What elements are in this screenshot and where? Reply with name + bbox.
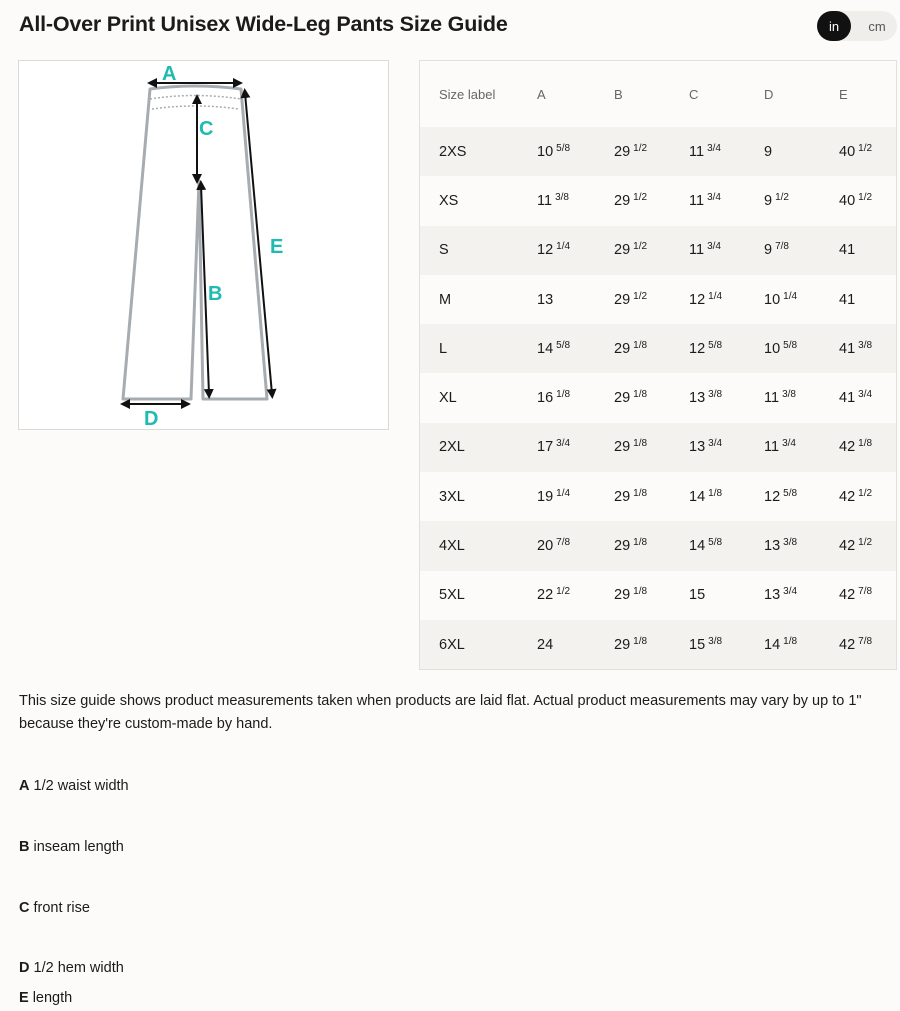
cell-whole: 41: [839, 291, 856, 308]
legend-text: 1/2 hem width: [33, 960, 124, 976]
cell-fraction: 1/2: [556, 586, 571, 598]
size-label-cell: [420, 341, 537, 357]
measurement-cell: [537, 489, 614, 505]
unit-toggle: [817, 11, 897, 41]
cell-fraction: 7/8: [858, 635, 873, 647]
cell-fraction: 3/8: [783, 537, 798, 549]
label-e: E: [270, 236, 284, 258]
cell-whole: 42: [839, 636, 856, 653]
cell-fraction: 1/8: [556, 389, 571, 401]
cell-whole: 29: [614, 192, 631, 209]
pants-illustration: [19, 61, 388, 429]
cell-whole: 29: [614, 636, 631, 653]
legend-letter: A: [19, 778, 30, 794]
cell-whole: 40: [839, 192, 856, 209]
cell-whole: 11: [764, 390, 780, 407]
cell-whole: 14: [689, 538, 706, 555]
legend-letter: E: [19, 990, 29, 1006]
cell-whole: 29: [614, 587, 631, 604]
cell-whole: 29: [614, 143, 631, 160]
cell-whole: 41: [839, 390, 856, 407]
measurement-cell: [614, 637, 689, 653]
cell-whole: 12: [689, 291, 706, 308]
cell-whole: 41: [839, 340, 856, 357]
measurement-cell: [614, 390, 689, 406]
measurement-cell: [537, 292, 614, 308]
cell-whole: S: [439, 242, 449, 259]
cell-whole: 12: [537, 242, 554, 259]
size-label-cell: [420, 390, 537, 406]
measurement-cell: [689, 439, 764, 455]
measurement-cell: [537, 439, 614, 455]
cell-fraction: 1/4: [556, 487, 571, 499]
table-row: [420, 571, 896, 620]
cell-fraction: 5/8: [556, 339, 571, 351]
cell-fraction: 3/4: [556, 438, 571, 450]
measurement-cell: [839, 587, 896, 603]
cell-whole: 11: [537, 192, 553, 209]
measurement-cell: [764, 637, 839, 653]
measurement-diagram: [18, 60, 389, 430]
table-body: [420, 127, 896, 669]
table-header: Size label: [439, 86, 496, 102]
cell-whole: 9: [764, 242, 773, 259]
cell-whole: 15: [689, 587, 706, 604]
cell-fraction: 3/4: [707, 241, 721, 253]
cell-fraction: 3/8: [555, 191, 569, 203]
size-label-cell: [420, 292, 537, 308]
measurement-cell: [764, 439, 839, 455]
cell-whole: 29: [614, 291, 631, 308]
legend-letter: C: [19, 900, 30, 916]
cell-whole: 13: [764, 538, 781, 555]
size-label-cell: [420, 193, 537, 209]
cell-fraction: 3/4: [707, 191, 721, 203]
measurement-cell: [614, 242, 689, 258]
size-label-cell: [420, 144, 537, 160]
cell-fraction: 1/8: [633, 635, 648, 647]
measurement-cell: [537, 538, 614, 554]
cell-whole: 16: [537, 390, 554, 407]
measurement-cell: [839, 439, 896, 455]
measurement-cell: [537, 341, 614, 357]
cell-whole: 14: [537, 340, 554, 357]
measurement-cell: [839, 341, 896, 357]
cell-fraction: 1/8: [858, 438, 873, 450]
measurement-cell: [764, 193, 839, 209]
table-header: B: [614, 86, 623, 102]
cell-whole: 14: [764, 636, 781, 653]
measurement-cell: [689, 538, 764, 554]
measurement-cell: [614, 341, 689, 357]
size-label-cell: [420, 538, 537, 554]
cell-fraction: 7/8: [556, 537, 571, 549]
measurement-cell: [537, 144, 614, 160]
size-label-cell: [420, 242, 537, 258]
measurement-cell: [537, 637, 614, 653]
cell-fraction: 1/4: [708, 290, 723, 302]
measurement-cell: [614, 193, 689, 209]
table-row: [420, 275, 896, 324]
unit-inch-button[interactable]: in: [817, 11, 851, 41]
legend-text: front rise: [33, 900, 90, 916]
table-row: [420, 176, 896, 225]
cell-fraction: 5/8: [783, 339, 798, 351]
cell-fraction: 1/2: [858, 191, 873, 203]
legend-item-d: [19, 958, 124, 978]
cell-fraction: 1/8: [633, 537, 648, 549]
cell-whole: 11: [689, 192, 705, 209]
cell-fraction: 1/8: [633, 586, 648, 598]
cell-fraction: 1/2: [858, 487, 873, 499]
measurement-cell: [689, 144, 764, 160]
cell-whole: 6XL: [439, 636, 465, 653]
cell-fraction: 1/2: [858, 142, 873, 154]
cell-fraction: 5/8: [708, 537, 723, 549]
cell-fraction: 1/8: [633, 487, 648, 499]
cell-fraction: 3/8: [708, 389, 723, 401]
measurement-cell: [764, 587, 839, 603]
cell-fraction: 1/2: [633, 290, 648, 302]
cell-whole: 29: [614, 439, 631, 456]
table-row: [420, 373, 896, 422]
legend-item-a: [19, 776, 129, 796]
measurement-cell: [764, 489, 839, 505]
cell-whole: 12: [764, 488, 781, 505]
cell-fraction: 1/4: [556, 241, 571, 253]
measurement-cell: [839, 193, 896, 209]
cell-whole: 2XL: [439, 439, 465, 456]
measurement-cell: [614, 144, 689, 160]
cell-whole: 29: [614, 340, 631, 357]
legend-item-e: [19, 988, 72, 1008]
cell-whole: 19: [537, 488, 554, 505]
cell-whole: 11: [764, 439, 780, 456]
table-header-row: [420, 61, 896, 127]
page-title: All-Over Print Unisex Wide-Leg Pants Size Guide: [19, 12, 508, 36]
legend-item-b: [19, 837, 124, 857]
cell-fraction: 3/4: [707, 142, 721, 154]
label-a: A: [162, 63, 177, 85]
cell-fraction: 1/8: [633, 339, 648, 351]
cell-fraction: 1/2: [858, 537, 873, 549]
cell-fraction: 1/2: [633, 241, 648, 253]
measurement-cell: [689, 242, 764, 258]
cell-whole: 13: [764, 587, 781, 604]
cell-whole: 10: [764, 340, 781, 357]
size-table: [419, 60, 897, 670]
measurement-cell: [614, 489, 689, 505]
cell-whole: 11: [689, 242, 705, 259]
cell-fraction: 5/8: [556, 142, 571, 154]
cell-whole: 29: [614, 538, 631, 555]
measurement-cell: [537, 587, 614, 603]
cell-whole: 29: [614, 390, 631, 407]
cell-whole: 4XL: [439, 538, 465, 555]
measurement-cell: [689, 292, 764, 308]
cell-fraction: 1/8: [633, 438, 648, 450]
cell-fraction: 3/8: [858, 339, 873, 351]
cell-whole: 13: [537, 291, 554, 308]
table-header: E: [839, 86, 848, 102]
unit-cm-button[interactable]: cm: [868, 18, 886, 34]
measurement-cell: [839, 538, 896, 554]
measurement-cell: [689, 489, 764, 505]
measurement-cell: [839, 242, 896, 258]
measurement-cell: [689, 587, 764, 603]
size-label-cell: [420, 489, 537, 505]
cell-whole: 10: [537, 143, 554, 160]
cell-whole: 13: [689, 390, 706, 407]
cell-fraction: 1/2: [633, 142, 648, 154]
cell-whole: 41: [839, 242, 856, 259]
table-row: [420, 521, 896, 570]
cell-whole: 29: [614, 488, 631, 505]
legend-text: inseam length: [33, 839, 124, 855]
measurement-cell: [839, 292, 896, 308]
legend-item-c: [19, 898, 90, 918]
measurement-cell: [839, 144, 896, 160]
table-row: [420, 324, 896, 373]
cell-whole: 42: [839, 439, 856, 456]
cell-whole: 15: [689, 636, 706, 653]
cell-fraction: 1/8: [633, 389, 648, 401]
measurement-cell: [614, 292, 689, 308]
measurement-cell: [689, 193, 764, 209]
measurement-cell: [689, 390, 764, 406]
measurement-cell: [537, 193, 614, 209]
label-b: B: [208, 283, 223, 305]
table-row: [420, 472, 896, 521]
measurement-cell: [764, 341, 839, 357]
cell-whole: 10: [764, 291, 781, 308]
measurement-cell: [839, 489, 896, 505]
cell-whole: 24: [537, 636, 554, 653]
cell-whole: 12: [689, 340, 706, 357]
table-header: C: [689, 86, 699, 102]
cell-whole: 2XS: [439, 143, 467, 160]
legend-text: 1/2 waist width: [33, 778, 129, 794]
cell-whole: 3XL: [439, 488, 465, 505]
cell-fraction: 7/8: [858, 586, 873, 598]
measurement-cell: [614, 439, 689, 455]
table-row: [420, 226, 896, 275]
cell-whole: 9: [764, 143, 773, 160]
measurement-cell: [764, 292, 839, 308]
table-row: [420, 620, 896, 669]
cell-whole: 29: [614, 242, 631, 259]
measurement-cell: [537, 242, 614, 258]
size-label-cell: [420, 587, 537, 603]
measurement-cell: [764, 144, 839, 160]
pants-outline: [123, 86, 267, 399]
label-c: C: [199, 118, 214, 140]
cell-whole: 9: [764, 192, 773, 209]
cell-whole: 42: [839, 488, 856, 505]
table-header: D: [764, 86, 774, 102]
cell-whole: 42: [839, 538, 856, 555]
cell-whole: 42: [839, 587, 856, 604]
cell-whole: 20: [537, 538, 554, 555]
measurement-cell: [614, 538, 689, 554]
measurement-cell: [614, 587, 689, 603]
cell-fraction: 1/2: [775, 191, 789, 203]
cell-fraction: 3/4: [783, 586, 798, 598]
cell-whole: 17: [537, 439, 554, 456]
cell-whole: XS: [439, 192, 459, 209]
cell-whole: XL: [439, 390, 457, 407]
measurement-cell: [839, 390, 896, 406]
cell-fraction: 1/8: [708, 487, 723, 499]
cell-whole: 14: [689, 488, 706, 505]
cell-fraction: 3/8: [782, 389, 796, 401]
cell-fraction: 5/8: [783, 487, 798, 499]
cell-fraction: 1/2: [633, 191, 648, 203]
cell-whole: 13: [689, 439, 706, 456]
cell-whole: M: [439, 291, 452, 308]
size-label-cell: [420, 439, 537, 455]
measurement-cell: [689, 341, 764, 357]
cell-whole: 11: [689, 143, 705, 160]
cell-fraction: 3/8: [708, 635, 723, 647]
measurement-cell: [764, 390, 839, 406]
cell-fraction: 7/8: [775, 241, 789, 253]
label-d: D: [144, 408, 159, 429]
cell-whole: 40: [839, 143, 856, 160]
measurement-note: This size guide shows product measurements taken when products are laid flat. Actual product measurements may vary by up to 1" because they're custom-made by hand.: [19, 693, 862, 732]
legend-text: length: [32, 990, 73, 1006]
legend-letter: D: [19, 960, 30, 976]
table-row: [420, 423, 896, 472]
cell-fraction: 3/4: [858, 389, 873, 401]
measurement-cell: [839, 637, 896, 653]
cell-whole: 5XL: [439, 587, 465, 604]
table-header: A: [537, 86, 546, 102]
measurement-cell: [764, 538, 839, 554]
size-label-cell: [420, 637, 537, 653]
measurement-cell: [764, 242, 839, 258]
cell-fraction: 5/8: [708, 339, 723, 351]
legend-letter: B: [19, 839, 30, 855]
cell-whole: 22: [537, 587, 554, 604]
measurement-cell: [537, 390, 614, 406]
cell-fraction: 1/8: [783, 635, 798, 647]
table-row: [420, 127, 896, 176]
measurement-cell: [689, 637, 764, 653]
cell-fraction: 3/4: [708, 438, 723, 450]
cell-fraction: 3/4: [782, 438, 796, 450]
cell-whole: L: [439, 340, 448, 357]
cell-fraction: 1/4: [783, 290, 798, 302]
